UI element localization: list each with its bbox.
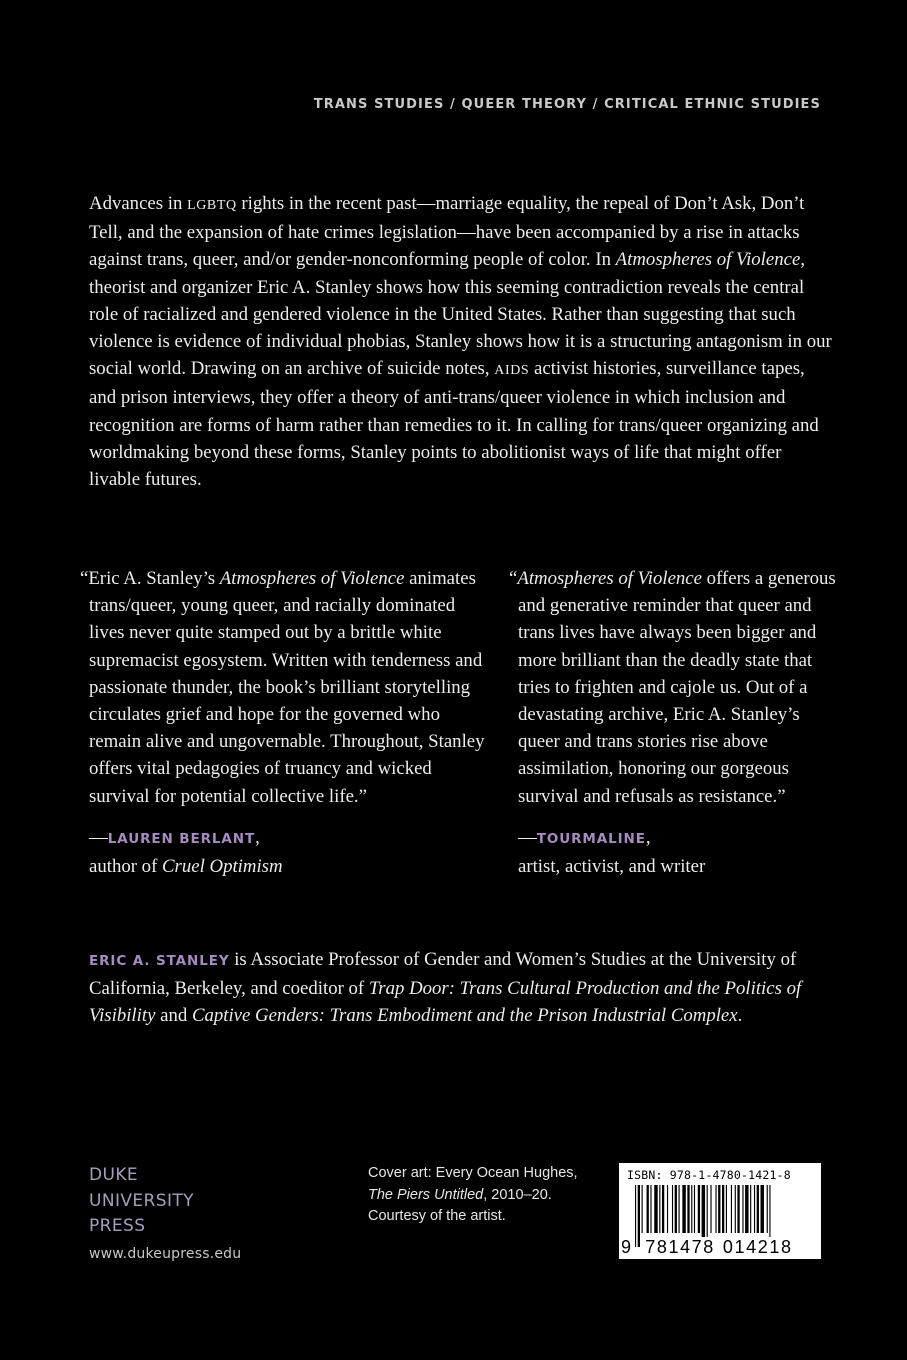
barcode-bar	[745, 1185, 748, 1233]
isbn-barcode	[619, 1163, 821, 1259]
barcode-bar	[735, 1185, 736, 1233]
barcode-bar	[672, 1185, 673, 1233]
barcode-bar	[731, 1185, 732, 1233]
barcode-bar	[742, 1185, 743, 1233]
blurb-tourmaline	[509, 565, 839, 880]
cover-credit: Cover art: Every Ocean Hughes, The Piers Untitled, 2010–20. Courtesy of the artist.	[368, 1165, 578, 1224]
book-description: Advances in LGBTQ rights in the recent past—marriage equality, the repeal of Don’t Ask, Don’t Tell, and the expansion of hate crimes legislation—have been accompanied by a rise in attacks against trans, queer, and/or gender-nonconforming people of color. In Atmospheres of Violence, theorist and organizer Eric A. Stanley shows how this seeming contradiction reveals the central role of racialized and gendered violence in the United States. Rather than suggesting that such violence is evidence of individual phobias, Stanley shows how it is a structuring antagonism in our social world. Drawing on an archive of suicide notes, AIDS activist histories, surveillance tapes, and prison interviews, they offer a theory of anti-trans/queer violence in which inclusion and recognition are forms of harm rather than remedies to it. In calling for trans/queer organizing and worldmaking beyond these forms, Stanley points to abolitionist ways of life that might offer livable futures.	[89, 193, 832, 491]
blurb-text: “Eric A. Stanley’s Atmospheres of Violence animates trans/queer, young queer, and racially dominated lives never quite stamped out by a brittle white supremacist egosystem. Written with tenderness and passionate thunder, the book’s brilliant storytelling circulates grief and hope for the governed who remain alive and ungovernable. Throughout, Stanley offers vital pedagogies of truancy and wicked survival for potential collective life.”	[80, 568, 485, 807]
blurb-berlant	[80, 565, 490, 880]
barcode-bar	[687, 1185, 689, 1233]
blurb-author-name: LAUREN BERLANT	[107, 830, 256, 847]
barcode-bar	[750, 1185, 751, 1233]
barcode-bar	[726, 1185, 727, 1233]
barcode-bar	[710, 1185, 711, 1233]
blurb-attribution: —TOURMALINE, artist, activist, and writer	[518, 826, 706, 877]
blurb-author-name: TOURMALINE	[536, 830, 646, 847]
book-title: Atmospheres of Violence	[615, 249, 801, 271]
barcode-bar	[737, 1185, 739, 1233]
author-bio: ERIC A. STANLEY is Associate Professor of Gender and Women’s Studies at the University of California, Berkeley, and coeditor of Trap Door: Trans Cultural Production and the Politics of Visibility and Captive Genders: Trans Embodiment and the Prison Industrial Complex.	[89, 949, 802, 1027]
author-name: ERIC A. STANLEY	[89, 953, 230, 969]
barcode-bar	[761, 1185, 764, 1233]
barcode-bar	[675, 1185, 677, 1233]
barcode-bar	[679, 1185, 680, 1233]
isbn-label: ISBN: 978-1-4780-1421-8	[627, 1168, 791, 1182]
blurb-text: “Atmospheres of Violence offers a generous and generative reminder that queer and trans lives have always been bigger and more brilliant than the deadly state that tries to frighten and cajole us. Out of a devastating archive, Eric A. Stanley’s queer and trans stories rise above assimilation, honoring our gorgeous survival and refusals as resistance.”	[509, 568, 836, 807]
barcode-digits: 9 781478 014218	[621, 1237, 793, 1257]
barcode-bar	[694, 1185, 695, 1233]
barcode-bar	[691, 1185, 692, 1233]
barcode-bar	[715, 1185, 716, 1233]
barcode-bar	[757, 1185, 759, 1233]
aids-abbr: AIDS	[494, 363, 530, 379]
publisher-url: www.dukeupress.edu	[89, 1245, 242, 1262]
barcode-bar	[647, 1185, 649, 1233]
barcode-bar	[718, 1185, 720, 1233]
barcode-bar	[642, 1185, 643, 1233]
barcode-bar	[722, 1185, 724, 1233]
subject-categories: TRANS STUDIES / QUEER THEORY / CRITICAL ETHNIC STUDIES	[313, 97, 821, 112]
barcode-bar	[662, 1185, 664, 1233]
barcode-bar	[767, 1185, 768, 1233]
publisher-logo: DUKE UNIVERSITY PRESS www.dukeupress.edu	[89, 1163, 241, 1267]
barcode-bar	[682, 1185, 685, 1233]
barcode-bar	[754, 1185, 755, 1233]
barcode-bar	[659, 1185, 660, 1233]
barcode-bar	[667, 1185, 668, 1233]
barcode-bar	[650, 1185, 651, 1233]
lgbtq-abbr: LGBTQ	[187, 198, 237, 213]
barcode-bar	[654, 1185, 657, 1233]
blurb-attribution: —LAUREN BERLANT, author of Cruel Optimism	[89, 826, 283, 877]
barcode-bar	[698, 1185, 700, 1233]
